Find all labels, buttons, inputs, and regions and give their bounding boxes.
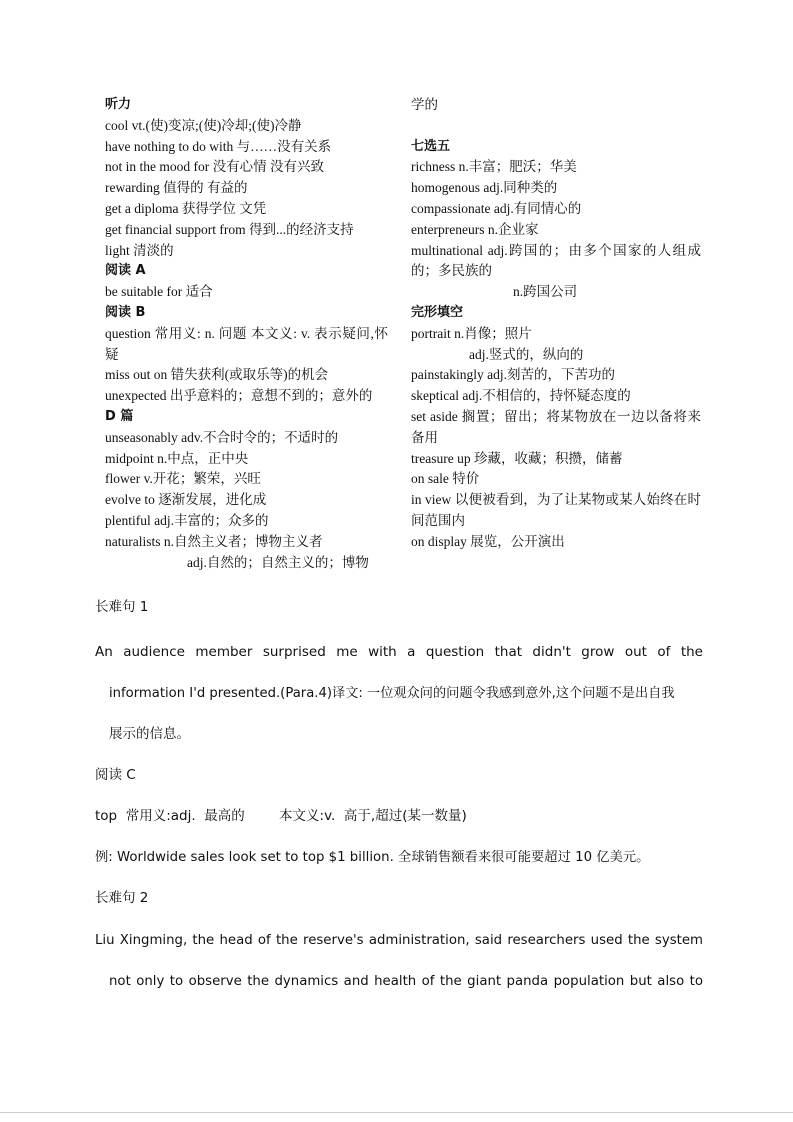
vocab-item-continuation: n.跨国公司 <box>513 284 578 300</box>
vocab-item: skeptical adj.不相信的，持怀疑态度的 <box>411 388 631 404</box>
vocab-item: cool vt.(使)变凉;(使)冷却;(使)冷静 <box>105 117 302 133</box>
section-heading-d: D 篇 <box>105 408 134 424</box>
vocab-item: flower v.开花；繁荣，兴旺 <box>105 471 261 487</box>
vocab-item: rewarding 值得的 有益的 <box>105 180 248 196</box>
vocab-item: naturalists n.自然主义者；博物主义者 <box>105 533 323 549</box>
paragraph-line: 展示的信息。 <box>109 726 190 742</box>
vocab-line-top: top 常用义:adj. 最高的 本文义:v. 高于,超过(某一数量) <box>95 808 467 824</box>
vocab-item-continuation: adj.竖式的，纵向的 <box>469 346 584 362</box>
page-bottom-divider <box>0 1112 793 1113</box>
section-heading-long-sentence-2: 长难句 2 <box>95 890 149 906</box>
vocab-item: get financial support from 得到...的经济支持 <box>105 221 354 237</box>
vocab-item: enterpreneurs n.企业家 <box>411 221 539 237</box>
spacer <box>411 116 701 137</box>
paragraph-line: An audience member surprised me with a question that didn't grow out of the <box>95 644 703 660</box>
vocab-item: get a diploma 获得学位 文凭 <box>105 200 267 216</box>
vocab-item: unseasonably adv.不合时令的；不适时的 <box>105 429 339 445</box>
vocab-item: treasure up 珍藏，收藏；积攒，储蓄 <box>411 450 623 466</box>
vocab-item: richness n.丰富；肥沃；华美 <box>411 159 577 175</box>
example-sentence: 例: Worldwide sales look set to top $1 billion. 全球销售额看来很可能要超过 10 亿美元。 <box>95 850 650 865</box>
paragraph-line: information I'd presented.(Para.4)译文: 一位观众问的问题令我感到意外,这个问题不是出自我 <box>109 686 675 701</box>
section-heading-seven-choose-five: 七选五 <box>411 138 451 154</box>
vocab-item: question 常用义: n. 问题 本文义: v. 表示疑问,怀疑 <box>105 325 388 362</box>
paragraph-line: not only to observe the dynamics and health of the giant panda population but also to <box>109 974 703 989</box>
section-heading-listening: 听力 <box>105 97 132 112</box>
vocab-item: multinational adj.跨国的；由多个国家的人组成的；多民族的 <box>411 242 701 279</box>
vocab-item: light 清淡的 <box>105 242 174 258</box>
section-heading-reading-b: 阅读 B <box>105 304 146 320</box>
vocab-item: evolve to 逐渐发展，进化成 <box>105 492 267 508</box>
left-column <box>105 95 388 573</box>
vocab-item: set aside 搁置；留出；将某物放在一边以备将来备用 <box>411 408 701 445</box>
section-heading-cloze: 完形填空 <box>411 304 464 320</box>
vocab-item: have nothing to do with 与……没有关系 <box>105 138 332 154</box>
vocab-item: unexpected 出乎意料的；意想不到的；意外的 <box>105 388 373 404</box>
section-heading-reading-a: 阅读 A <box>105 263 146 279</box>
vocab-item: compassionate adj.有同情心的 <box>411 200 582 216</box>
paragraph-line: Liu Xingming, the head of the reserve's administration, said researchers used the system <box>95 933 703 948</box>
vocab-item: portrait n.肖像；照片 <box>411 325 532 341</box>
vocab-item: plentiful adj.丰富的；众多的 <box>105 512 269 528</box>
vocab-item: be suitable for 适合 <box>105 284 213 300</box>
right-column <box>411 95 701 553</box>
vocab-item: not in the mood for 没有心情 没有兴致 <box>105 159 324 175</box>
vocab-item: painstakingly adj.刻苦的，下苦功的 <box>411 367 615 383</box>
vocab-item: on display 展览，公开演出 <box>411 533 565 549</box>
vocab-item-continuation: adj.自然的；自然主义的；博物 <box>187 554 369 570</box>
vocab-item: midpoint n.中点，正中央 <box>105 450 249 466</box>
vocab-item: miss out on 错失获利(或取乐等)的机会 <box>105 367 329 383</box>
vocab-item-continuation: 学的 <box>411 97 438 112</box>
section-heading-long-sentence-1: 长难句 1 <box>95 599 149 615</box>
vocab-item: on sale 特价 <box>411 471 480 487</box>
section-heading-reading-c: 阅读 C <box>95 767 136 783</box>
vocab-item: homogenous adj.同种类的 <box>411 180 558 196</box>
vocab-item: in view 以便被看到，为了让某物或某人始终在时间范围内 <box>411 492 701 528</box>
